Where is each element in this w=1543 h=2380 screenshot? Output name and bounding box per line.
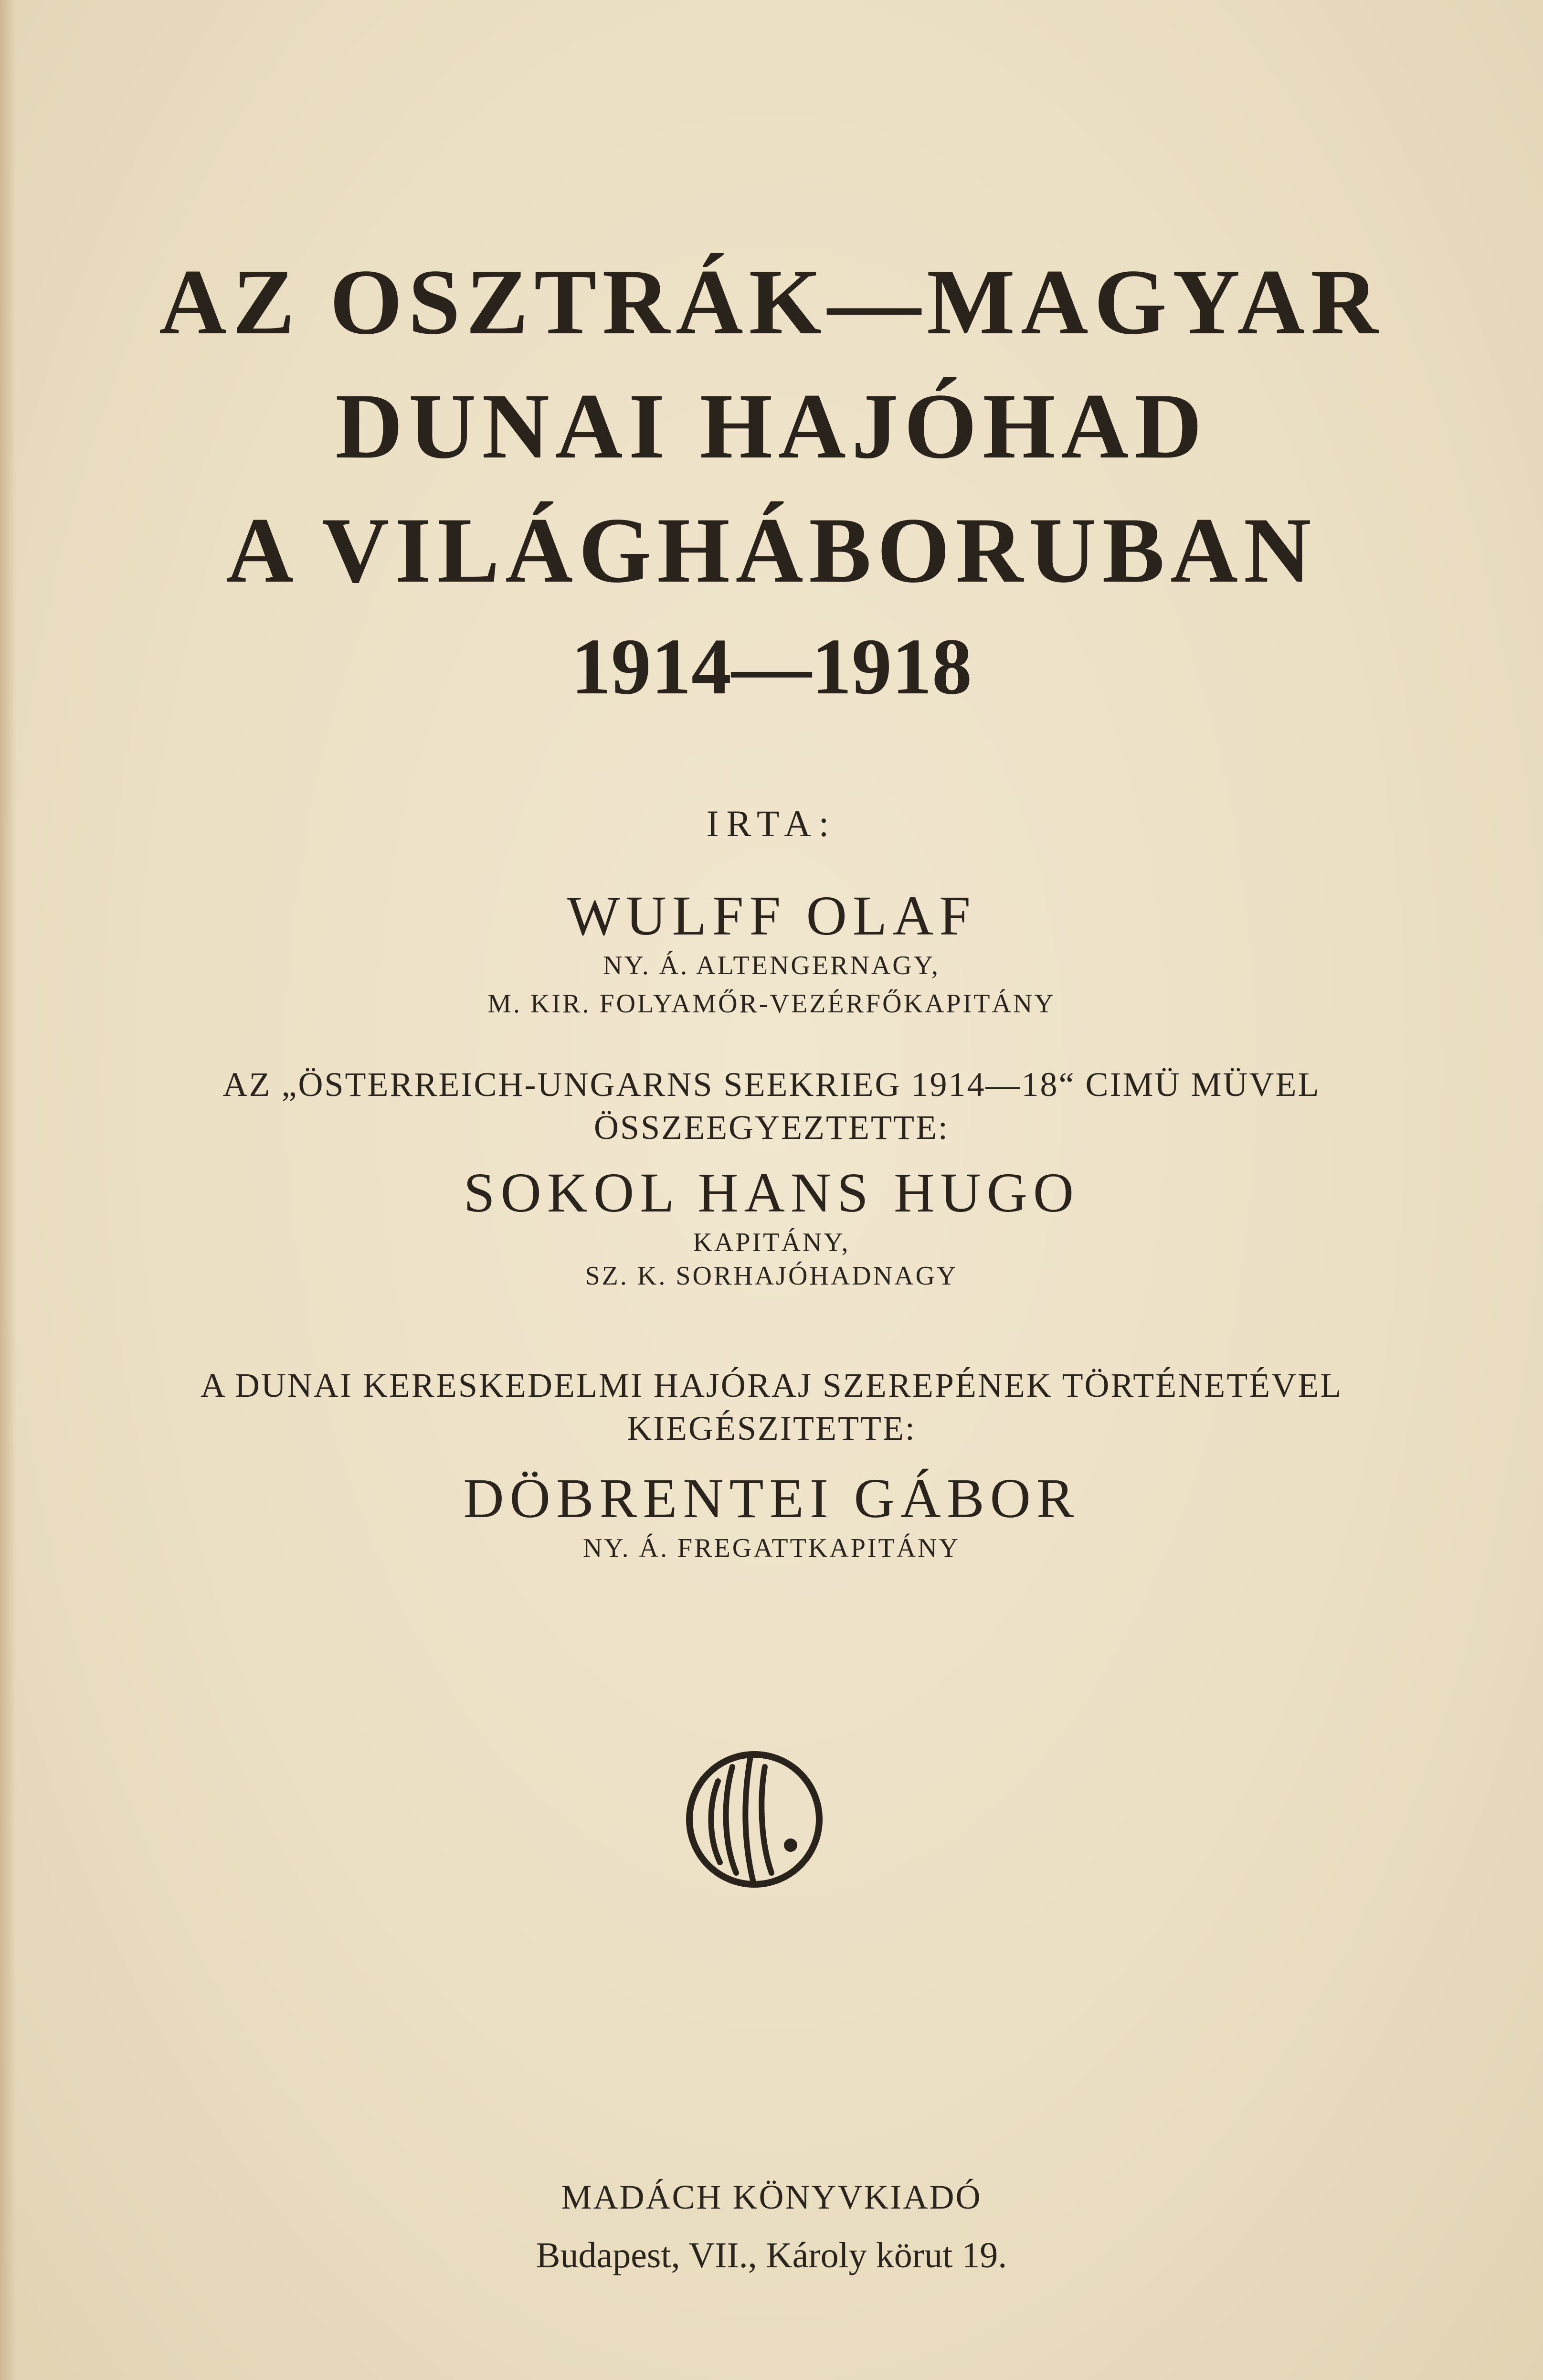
- author-1-rank-2: M. KIR. FOLYAMŐR-VEZÉRFŐKAPITÁNY: [487, 989, 1056, 1019]
- compiled-note-line-2: ÖSSZEEGYEZTETTE:: [594, 1108, 949, 1147]
- publisher-address: Budapest, VII., Károly körut 19.: [536, 2235, 1007, 2275]
- supplemented-note-line-2: KIEGÉSZITETTE:: [627, 1409, 916, 1447]
- title-line-1: AZ OSZTRÁK—MAGYAR: [159, 250, 1384, 354]
- title-line-3: A VILÁGHÁBORUBAN: [226, 499, 1317, 602]
- author-2-rank-2: SZ. K. SORHAJÓHADNAGY: [585, 1261, 958, 1291]
- author-3-rank-1: NY. Á. FREGATTKAPITÁNY: [582, 1533, 961, 1563]
- author-2-rank-1: KAPITÁNY,: [693, 1228, 850, 1257]
- author-3-name: DÖBRENTEI GÁBOR: [463, 1467, 1080, 1530]
- author-1-rank-1: NY. Á. ALTENGERNAGY,: [603, 951, 940, 980]
- publisher-name: MADÁCH KÖNYVKIADÓ: [561, 2178, 982, 2216]
- compiled-note-line-1: AZ „ÖSTERREICH-UNGARNS SEEKRIEG 1914—18“ CIMÜ MÜVEL: [222, 1065, 1321, 1104]
- title-years: 1914—1918: [571, 622, 972, 711]
- author-1-name: WULFF OLAF: [567, 884, 976, 947]
- title-line-2: DUNAI HAJÓHAD: [335, 374, 1208, 478]
- written-by-label: IRTA:: [706, 803, 837, 844]
- publisher-monogram-icon: [683, 1748, 826, 1891]
- supplemented-note-line-1: A DUNAI KERESKEDELMI HAJÓRAJ SZEREPÉNEK TÖRTÉNETÉVEL: [200, 1366, 1343, 1404]
- author-2-name: SOKOL HANS HUGO: [463, 1161, 1080, 1224]
